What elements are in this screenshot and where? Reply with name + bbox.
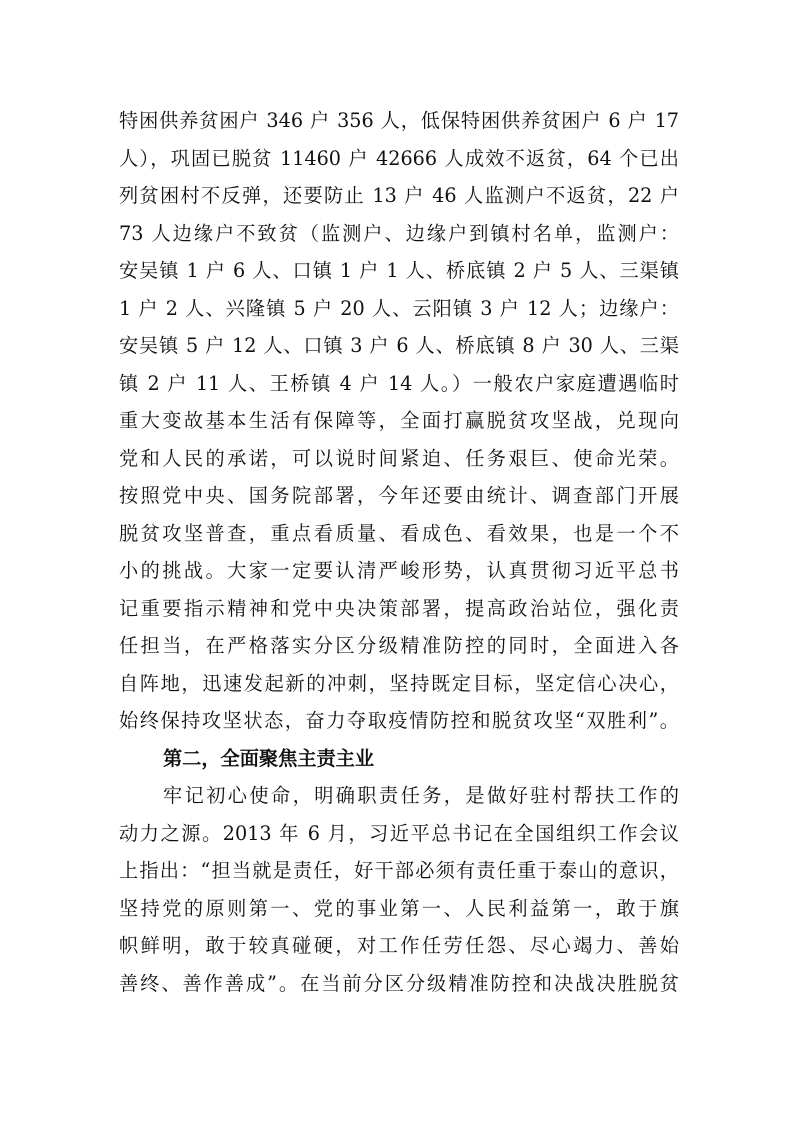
text-line: 动力之源。2013 年 6 月，习近平总书记在全国组织工作会议 <box>119 821 679 845</box>
text-line: 党和人民的承诺，可以说时间紧迫、任务艰巨、使命光荣。 <box>119 446 679 470</box>
text-line: 安吴镇 1 户 6 人、口镇 1 户 1 人、桥底镇 2 户 5 人、三渠镇 <box>119 259 679 282</box>
text-line: 上指出：“担当就是责任，好干部必须有责任重于泰山的意识， <box>119 859 679 882</box>
text-line: 列贫困村不反弹，还要防止 13 户 46 人监测户不返贫，22 户 <box>119 184 679 207</box>
text-line: 记重要指示精神和党中央决策部署，提高政治站位，强化责 <box>119 596 679 620</box>
body-text <box>119 102 679 1002</box>
text-line: 人），巩固已脱贫 11460 户 42666 人成效不返贫，64 个已出 <box>119 146 679 170</box>
text-line: 安吴镇 5 户 12 人、口镇 3 户 6 人、桥底镇 8 户 30 人、三渠 <box>119 334 679 357</box>
text-line: 按照党中央、国务院部署，今年还要由统计、调查部门开展 <box>119 484 679 507</box>
text-line: 脱贫攻坚普查，重点看质量、看成色、看效果，也是一个不 <box>119 521 679 545</box>
text-line: 帜鲜明，敢于较真碰硬，对工作任劳任怨、尽心竭力、善始 <box>119 934 679 957</box>
section-heading: 第二，全面聚焦主责主业 <box>163 746 375 770</box>
paragraph-first-line: 牢记初心使命，明确职责任务，是做好驻村帮扶工作的 <box>163 784 679 807</box>
text-line: 73 人边缘户不致贫（监测户、边缘户到镇村名单，监测户： <box>119 221 679 245</box>
text-line: 自阵地，迅速发起新的冲刺，坚持既定目标，坚定信心决心， <box>119 671 679 695</box>
text-line: 镇 2 户 11 人、王桥镇 4 户 14 人。）一般农户家庭遭遇临时 <box>119 371 679 395</box>
text-line: 善终、善作善成”。在当前分区分级精准防控和决战决胜脱贫 <box>119 971 679 995</box>
text-line: 任担当，在严格落实分区分级精准防控的同时，全面进入各 <box>119 634 679 657</box>
text-line: 特困供养贫困户 346 户 356 人，低保特困供养贫困户 6 户 17 <box>119 109 679 132</box>
text-line: 小的挑战。大家一定要认清严峻形势，认真贯彻习近平总书 <box>119 559 679 582</box>
text-line: 坚持党的原则第一、党的事业第一、人民利益第一，敢于旗 <box>119 896 679 920</box>
text-line: 重大变故基本生活有保障等，全面打赢脱贫攻坚战，兑现向 <box>119 409 679 432</box>
text-line: 始终保持攻坚状态，奋力夺取疫情防控和脱贫攻坚“双胜利”。 <box>119 709 679 732</box>
text-line: 1 户 2 人、兴隆镇 5 户 20 人、云阳镇 3 户 12 人；边缘户： <box>119 296 679 320</box>
